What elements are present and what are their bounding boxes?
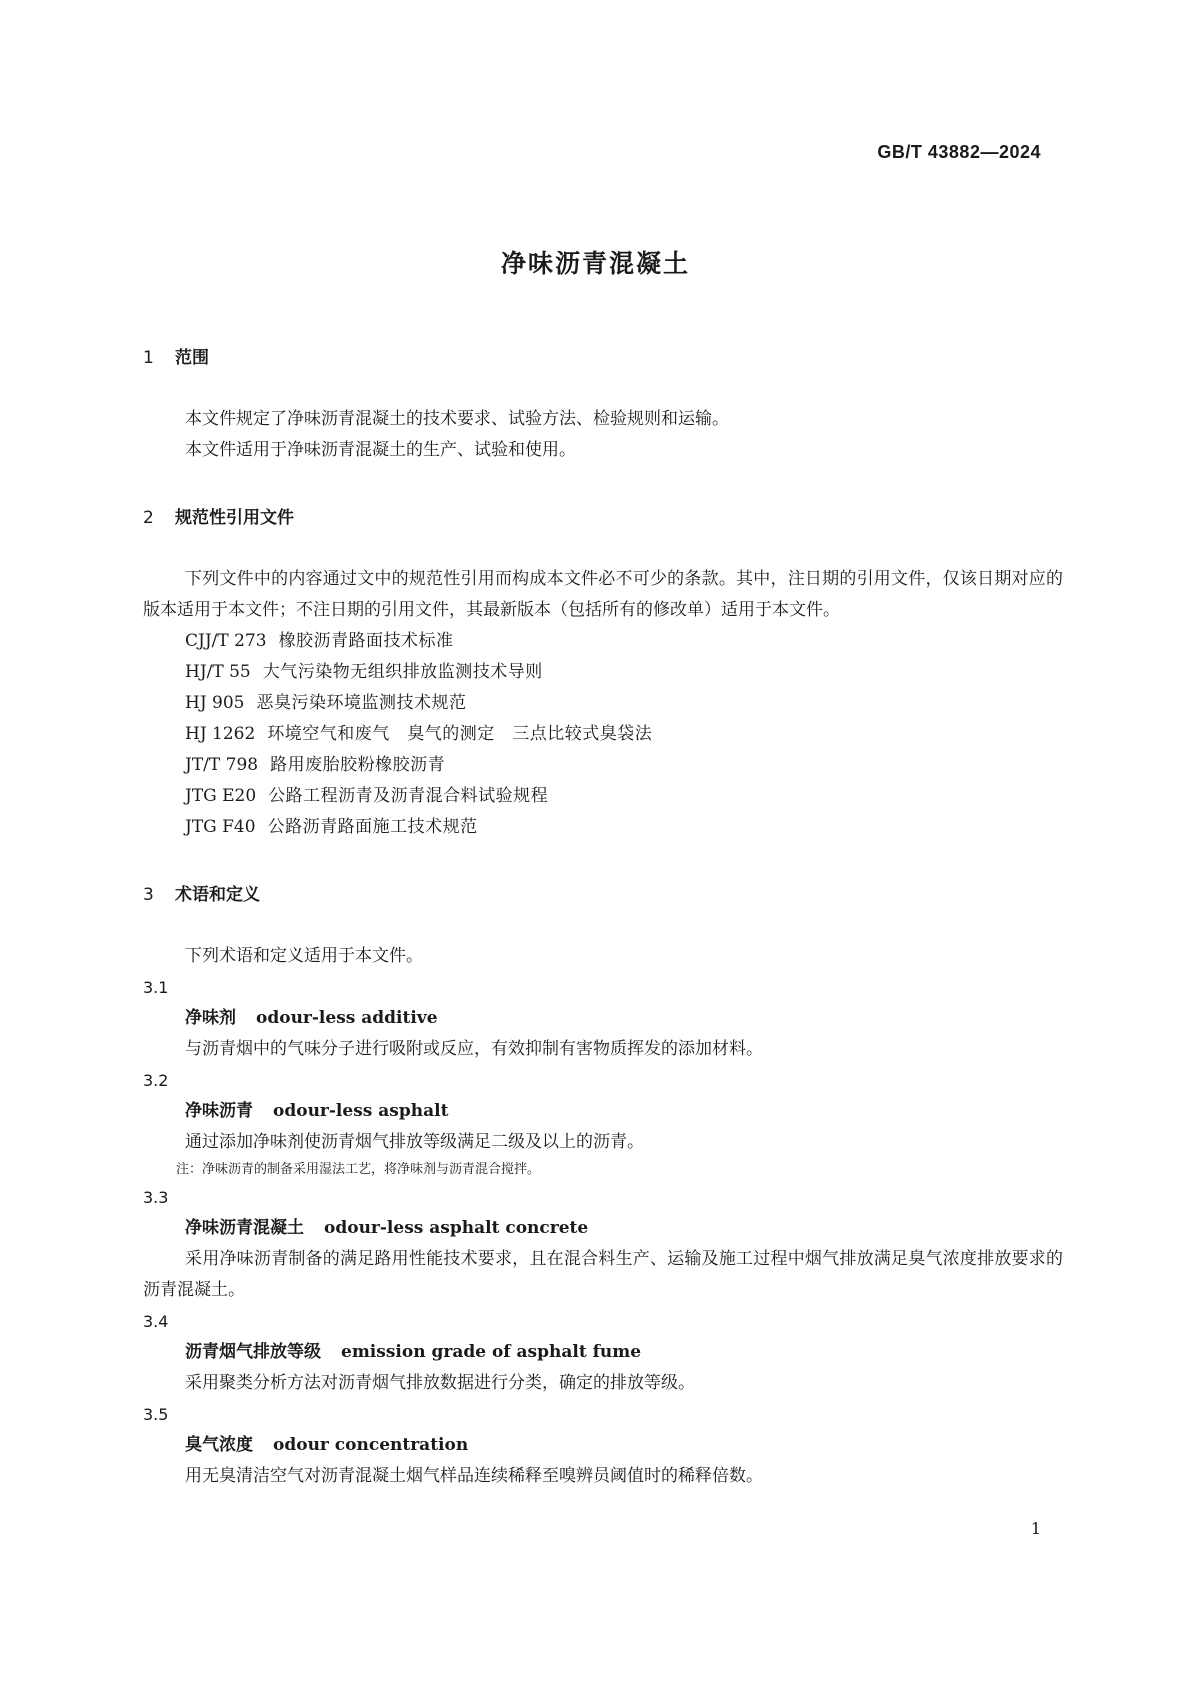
term-heading — [143, 1213, 1063, 1244]
reference-item — [143, 657, 1063, 688]
term-number: 3.4 — [143, 1312, 169, 1331]
reference-title: 恶臭污染环境监测技术规范 — [256, 693, 467, 713]
standard-number: GB/T 43882—2024 — [877, 142, 1041, 162]
term-english: odour-less asphalt — [273, 1101, 449, 1121]
reference-item — [143, 719, 1063, 750]
paragraph: 下列术语和定义适用于本文件。 — [185, 946, 423, 966]
term-chinese: 净味沥青混凝土 — [185, 1218, 304, 1238]
reference-code: HJ 905 — [185, 693, 245, 713]
section-title: 术语和定义 — [175, 885, 260, 905]
term-definition: 与沥青烟中的气味分子进行吸附或反应，有效抑制有害物质挥发的添加材料。 — [185, 1039, 763, 1059]
term-heading — [143, 1430, 1063, 1461]
reference-code: JT/T 798 — [185, 755, 259, 775]
section-number: 2 — [143, 508, 154, 528]
term-number: 3.3 — [143, 1188, 169, 1207]
section-title: 范围 — [175, 348, 209, 368]
reference-code: HJ/T 55 — [185, 662, 251, 682]
paragraph: 下列文件中的内容通过文中的规范性引用而构成本文件必不可少的条款。其中，注日期的引用文件，仅该日期对应的版本适用于本文件；不注日期的引用文件，其最新版本（包括所有的修改单）适用于本文件。 — [143, 569, 1063, 620]
reference-item — [143, 688, 1063, 719]
term-definition: 通过添加净味剂使沥青烟气排放等级满足二级及以上的沥青。 — [185, 1132, 644, 1152]
page-number: 1 — [1030, 1519, 1041, 1538]
reference-code: HJ 1262 — [185, 724, 256, 744]
term-chinese: 净味沥青 — [185, 1101, 253, 1121]
term-english: odour concentration — [273, 1435, 469, 1455]
reference-code: JTG F40 — [185, 817, 256, 837]
reference-title: 路用废胎胶粉橡胶沥青 — [270, 755, 446, 775]
section-2-heading — [143, 506, 1063, 530]
term-note: 注：净味沥青的制备采用湿法工艺，将净味剂与沥青混合搅拌。 — [176, 1162, 541, 1177]
reference-title: 环境空气和废气 臭气的测定 三点比较式臭袋法 — [267, 724, 653, 744]
term-english: emission grade of asphalt fume — [341, 1342, 642, 1362]
reference-item — [143, 750, 1063, 781]
reference-item — [143, 812, 1063, 843]
term-english: odour-less asphalt concrete — [324, 1218, 589, 1238]
reference-title: 大气污染物无组织排放监测技术导则 — [262, 662, 543, 682]
paragraph: 本文件适用于净味沥青混凝土的生产、试验和使用。 — [185, 440, 576, 460]
section-3-heading — [143, 883, 1063, 907]
term-number: 3.2 — [143, 1071, 169, 1090]
term-chinese: 臭气浓度 — [185, 1435, 253, 1455]
section-number: 3 — [143, 885, 154, 905]
reference-title: 公路沥青路面施工技术规范 — [267, 817, 478, 837]
reference-title: 橡胶沥青路面技术标准 — [278, 631, 454, 651]
section-title: 规范性引用文件 — [175, 508, 294, 528]
section-1-heading — [143, 346, 1063, 370]
reference-item — [143, 626, 1063, 657]
document-body — [143, 346, 1063, 1492]
term-definition: 采用聚类分析方法对沥青烟气排放数据进行分类，确定的排放等级。 — [185, 1373, 695, 1393]
term-chinese: 净味剂 — [185, 1008, 236, 1028]
section-number: 1 — [143, 348, 154, 368]
reference-code: JTG E20 — [185, 786, 257, 806]
term-heading — [143, 1096, 1063, 1127]
term-number: 3.5 — [143, 1405, 169, 1424]
term-heading — [143, 1003, 1063, 1034]
reference-title: 公路工程沥青及沥青混合料试验规程 — [268, 786, 549, 806]
reference-code: CJJ/T 273 — [185, 631, 267, 651]
term-definition: 采用净味沥青制备的满足路用性能技术要求，且在混合料生产、运输及施工过程中烟气排放满足臭气浓度排放要求的沥青混凝土。 — [143, 1249, 1063, 1300]
paragraph: 本文件规定了净味沥青混凝土的技术要求、试验方法、检验规则和运输。 — [185, 409, 729, 429]
term-chinese: 沥青烟气排放等级 — [185, 1342, 321, 1362]
term-definition: 用无臭清洁空气对沥青混凝土烟气样品连续稀释至嗅辨员阈值时的稀释倍数。 — [185, 1466, 763, 1486]
term-heading — [143, 1337, 1063, 1368]
term-english: odour-less additive — [256, 1008, 438, 1028]
document-title: 净味沥青混凝土 — [500, 249, 690, 278]
term-number: 3.1 — [143, 978, 169, 997]
reference-item — [143, 781, 1063, 812]
